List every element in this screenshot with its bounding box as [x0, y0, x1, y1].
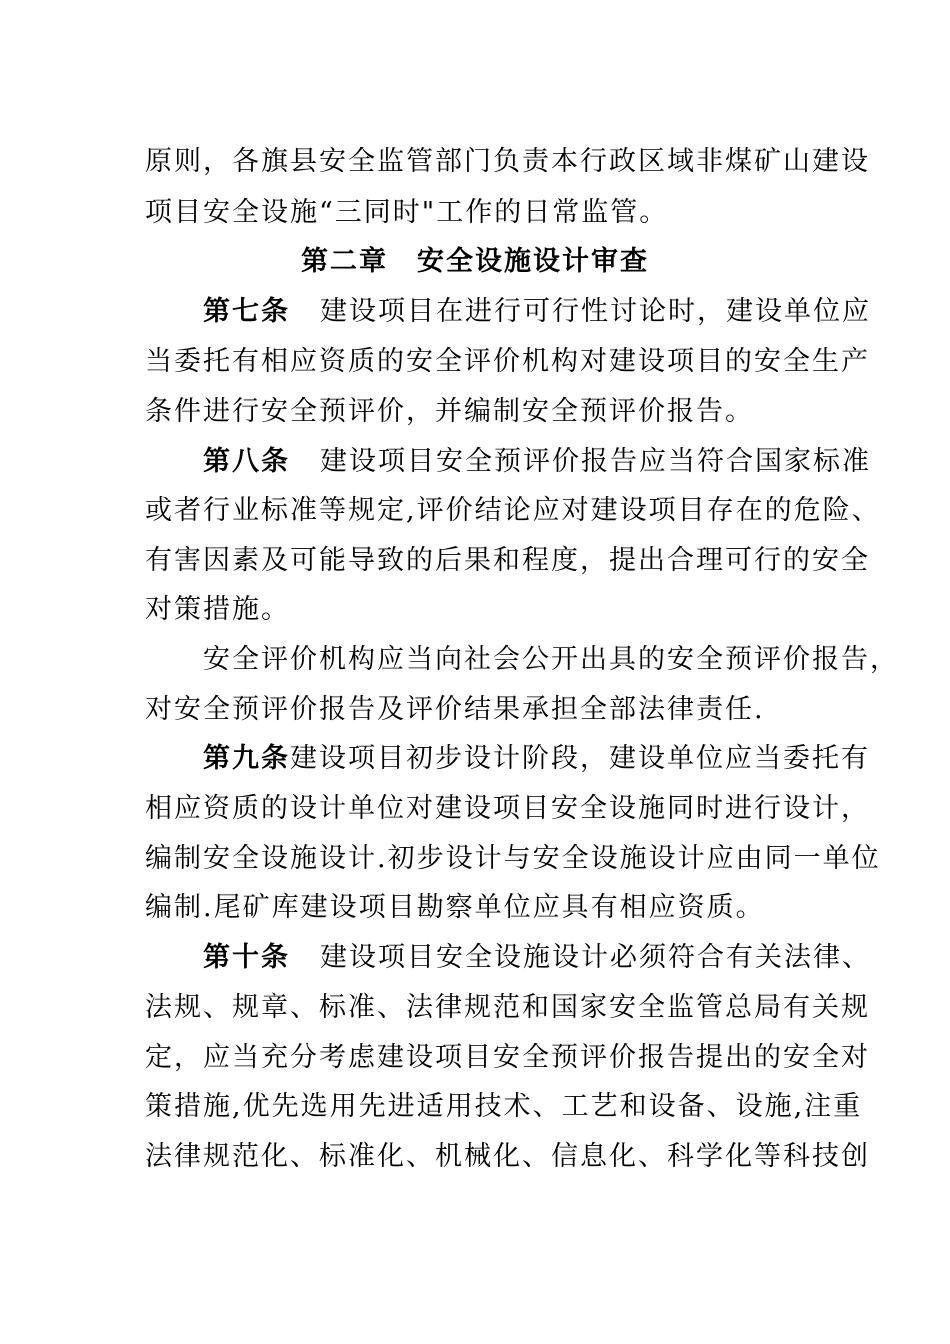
article-8-line-2: 或者行业标准等规定,评价结论应对建设项目存在的危险、 — [145, 495, 881, 526]
article-10-label: 第十条 — [203, 942, 290, 973]
article-8-text: 建设项目安全预评价报告应当符合国家标准 — [320, 446, 871, 477]
intro-line-1: 原则，各旗县安全监管部门负责本行政区域非煤矿山建设 — [145, 146, 870, 177]
article-8-p2-line-1: 安全评价机构应当向社会公开出具的安全预评价报告， — [203, 644, 899, 675]
article-9-line-1 — [203, 743, 870, 775]
article-8-line-3: 有害因素及可能导致的后果和程度，提出合理可行的安全 — [145, 545, 870, 576]
article-10-line-5: 法律规范化、标准化、机械化、信息化、科学化等科技创 — [145, 1141, 870, 1172]
article-8-p2-line-2: 对安全预评价报告及评价结果承担全部法律责任. — [145, 694, 765, 725]
article-10-text: 建设项目安全设施设计必须符合有关法律、 — [320, 942, 871, 973]
article-9-line-4: 编制.尾矿库建设项目勘察单位应具有相应资质。 — [145, 892, 765, 923]
article-8-line-4: 对策措施。 — [145, 594, 290, 625]
article-8-label: 第八条 — [203, 446, 290, 477]
chapter-title: 第二章 安全设施设计审查 — [301, 246, 649, 277]
article-10-line-2: 法规、规章、标准、法律规范和国家安全监管总局有关规 — [145, 992, 870, 1023]
article-9-label: 第九条 — [203, 743, 290, 774]
article-8-line-1 — [203, 446, 871, 478]
article-10-line-4: 策措施,优先选用先进适用技术、工艺和设备、设施,注重 — [145, 1091, 863, 1122]
article-7-label: 第七条 — [203, 296, 290, 327]
article-9-line-2: 相应资质的设计单位对建设项目安全设施同时进行设计， — [145, 793, 870, 824]
article-7-line-2: 当委托有相应资质的安全评价机构对建设项目的安全生产 — [145, 346, 870, 377]
article-10-line-3: 定，应当充分考虑建设项目安全预评价报告提出的安全对 — [145, 1042, 870, 1073]
article-9-text: 建设项目初步设计阶段，建设单位应当委托有 — [290, 743, 870, 774]
article-7-line-1 — [203, 296, 871, 328]
article-9-line-3: 编制安全设施设计.初步设计与安全设施设计应由同一单位 — [145, 843, 881, 874]
article-7-text: 建设项目在进行可行性讨论时，建设单位应 — [320, 296, 871, 327]
intro-line-2: 项目安全设施“三同时"工作的日常监管。 — [145, 197, 669, 228]
article-10-line-1 — [203, 942, 871, 974]
article-7-line-3: 条件进行安全预评价，并编制安全预评价报告。 — [145, 396, 754, 427]
